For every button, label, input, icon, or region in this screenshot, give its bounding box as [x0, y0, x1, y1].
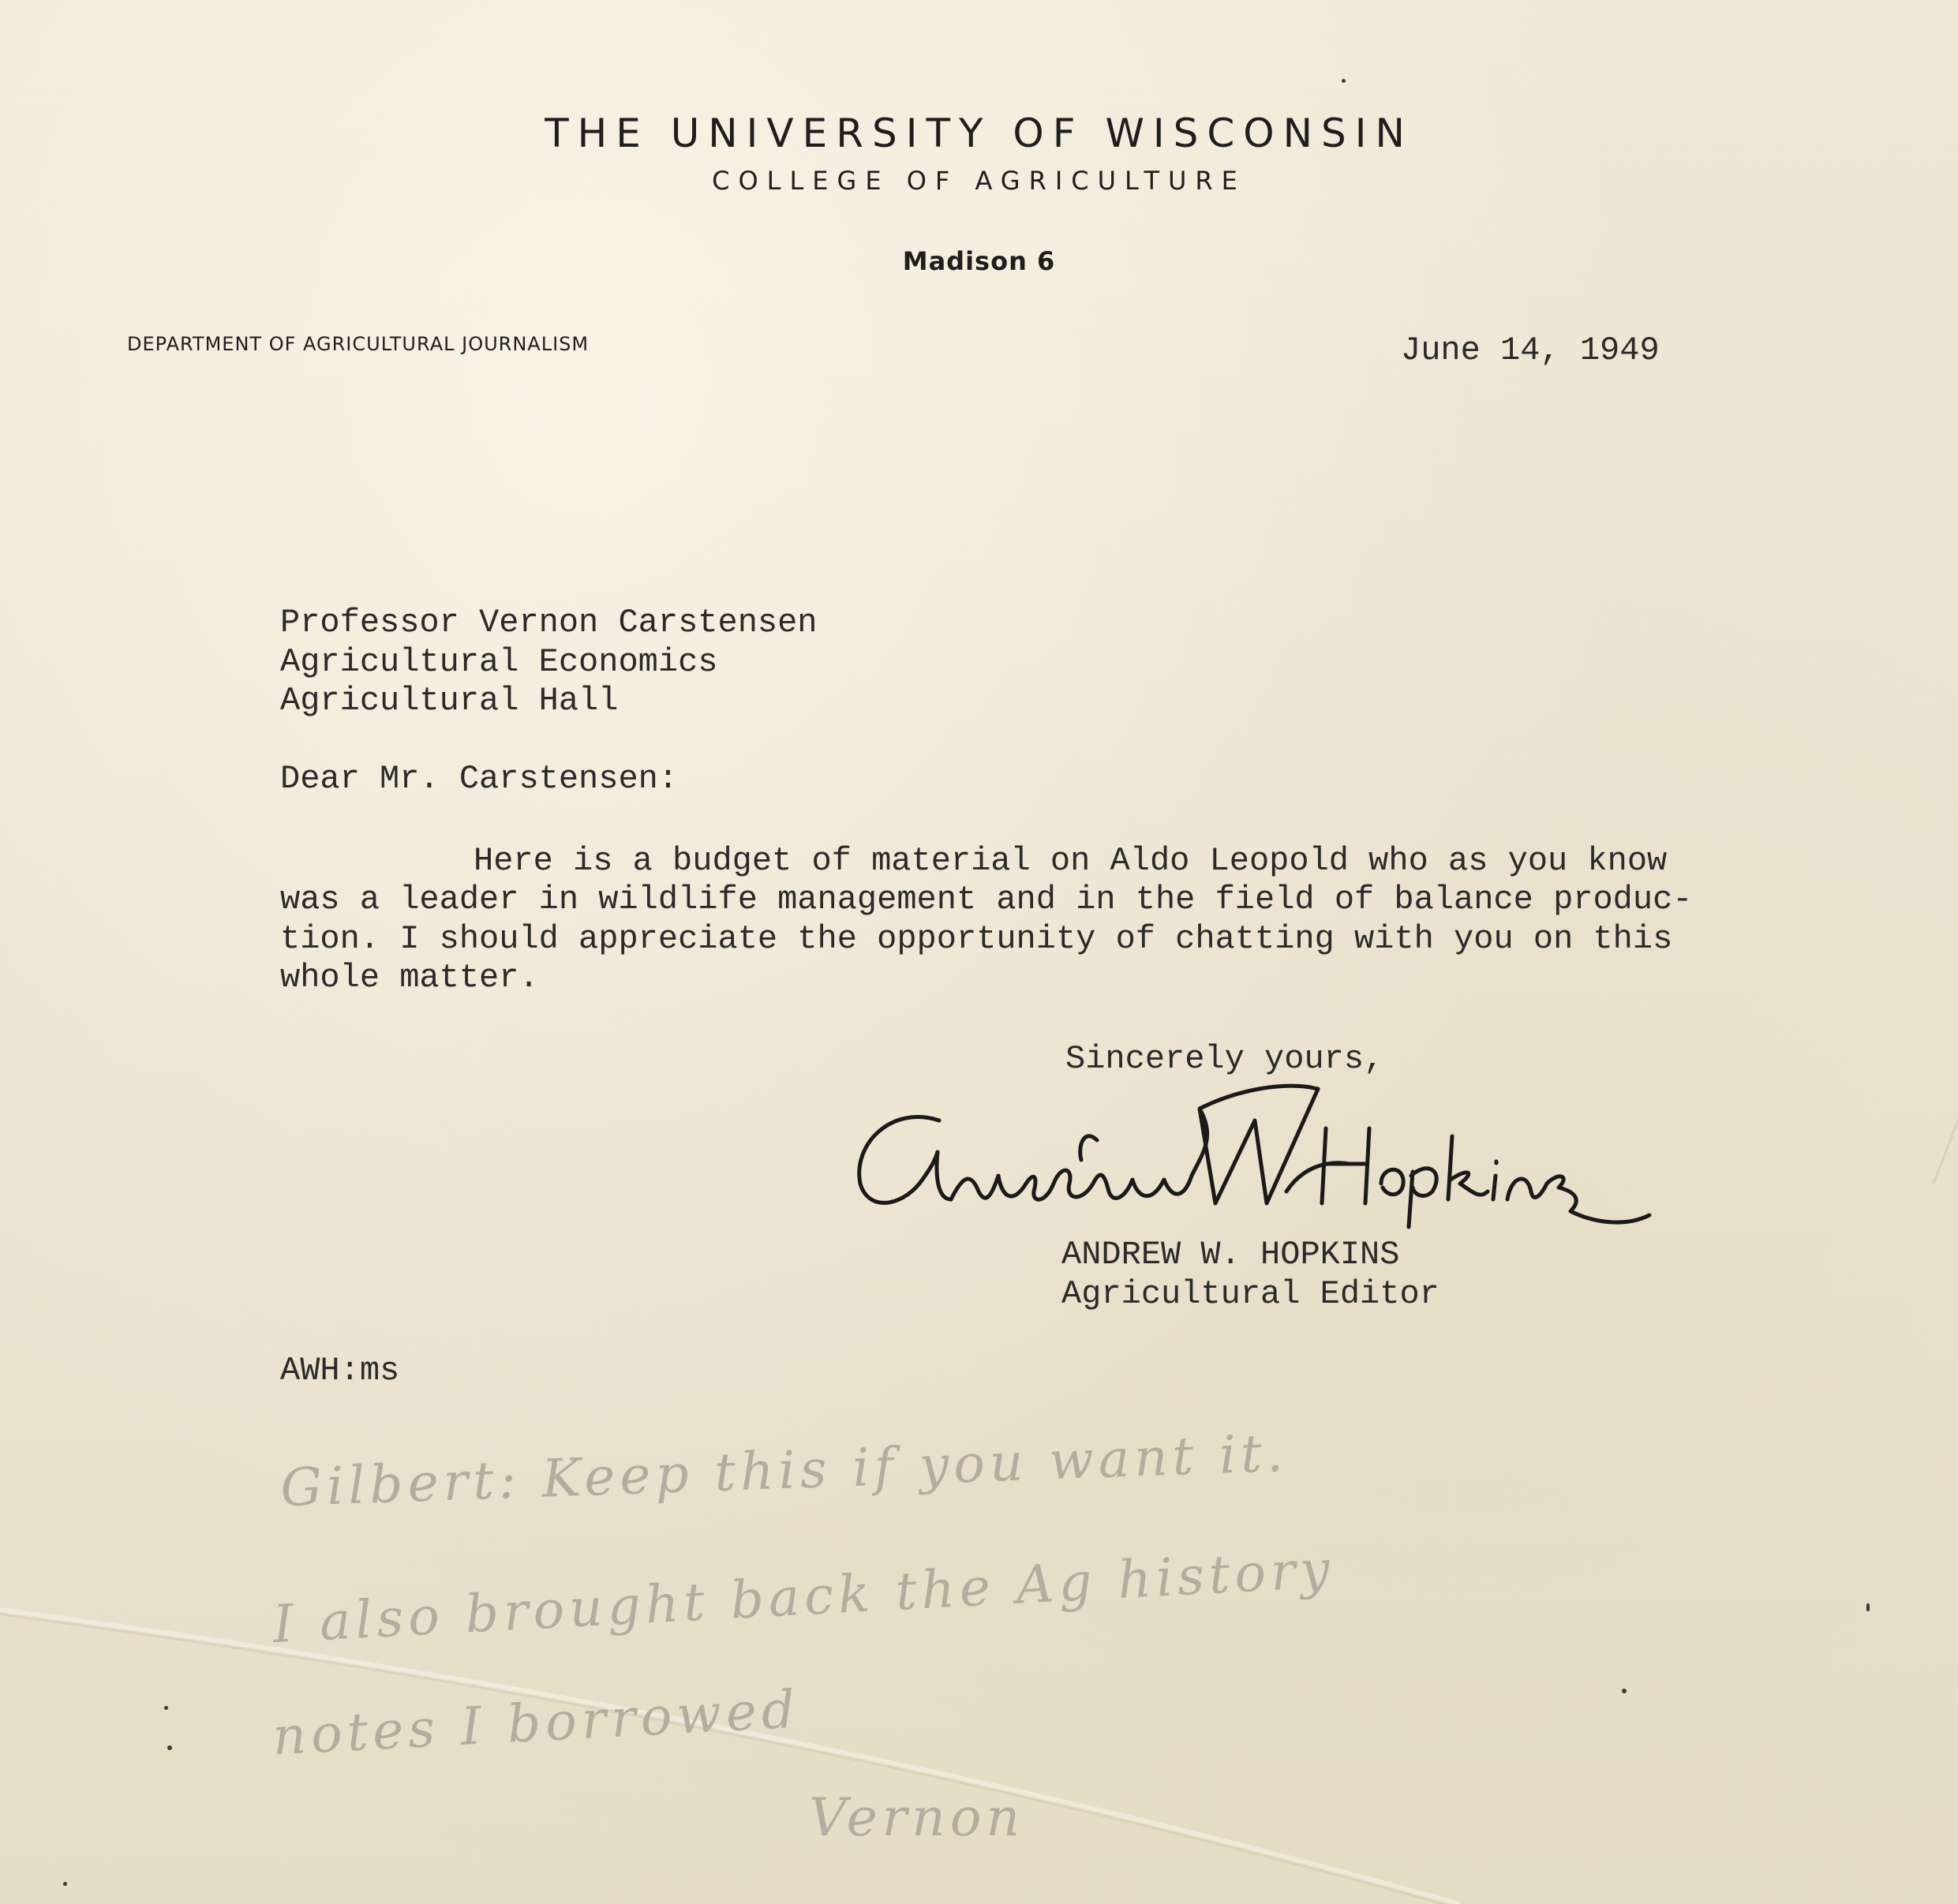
note-line: Gilbert: Keep this if you want it.: [279, 1422, 1289, 1519]
letterhead-department: DEPARTMENT OF AGRICULTURAL JOURNALISM: [127, 333, 590, 355]
closing: Sincerely yours,: [1065, 1040, 1384, 1078]
body-line: Here is a budget of material on Aldo Leopold who as you know: [474, 842, 1668, 880]
letter-date: June 14, 1949: [1401, 331, 1660, 369]
paper-speck: [1866, 1603, 1870, 1611]
recipient-building: Agricultural Hall: [280, 682, 619, 720]
body-line: tion. I should appreciate the opportunity of chatting with you on this: [280, 920, 1673, 958]
letterhead-institution: THE UNIVERSITY OF WISCONSIN: [545, 110, 1413, 156]
recipient-name: Professor Vernon Carstensen: [280, 604, 818, 642]
signer-title: Agricultural Editor: [1061, 1275, 1439, 1313]
paper-speck: [164, 1706, 168, 1710]
recipient-department: Agricultural Economics: [280, 643, 718, 681]
paper-speck: [1622, 1689, 1627, 1693]
reference-initials: AWH:ms: [280, 1352, 400, 1390]
handwritten-signature: [844, 1073, 1665, 1239]
paper-speck: [167, 1745, 172, 1750]
signer-name: ANDREW W. HOPKINS: [1061, 1236, 1400, 1274]
salutation: Dear Mr. Carstensen:: [280, 760, 679, 798]
paper-speck: [63, 1882, 67, 1886]
body-line: was a leader in wildlife management and in the field of balance produc-: [280, 881, 1693, 918]
note-signature: Vernon: [809, 1787, 1024, 1848]
note-line: notes I borrowed: [271, 1678, 801, 1767]
note-line: I also brought back the Ag history: [271, 1538, 1336, 1655]
letterhead-city: Madison 6: [902, 246, 1056, 276]
body-line: whole matter.: [280, 959, 539, 997]
letterhead-college: COLLEGE OF AGRICULTURE: [712, 166, 1246, 196]
paper-speck: [1342, 79, 1346, 83]
